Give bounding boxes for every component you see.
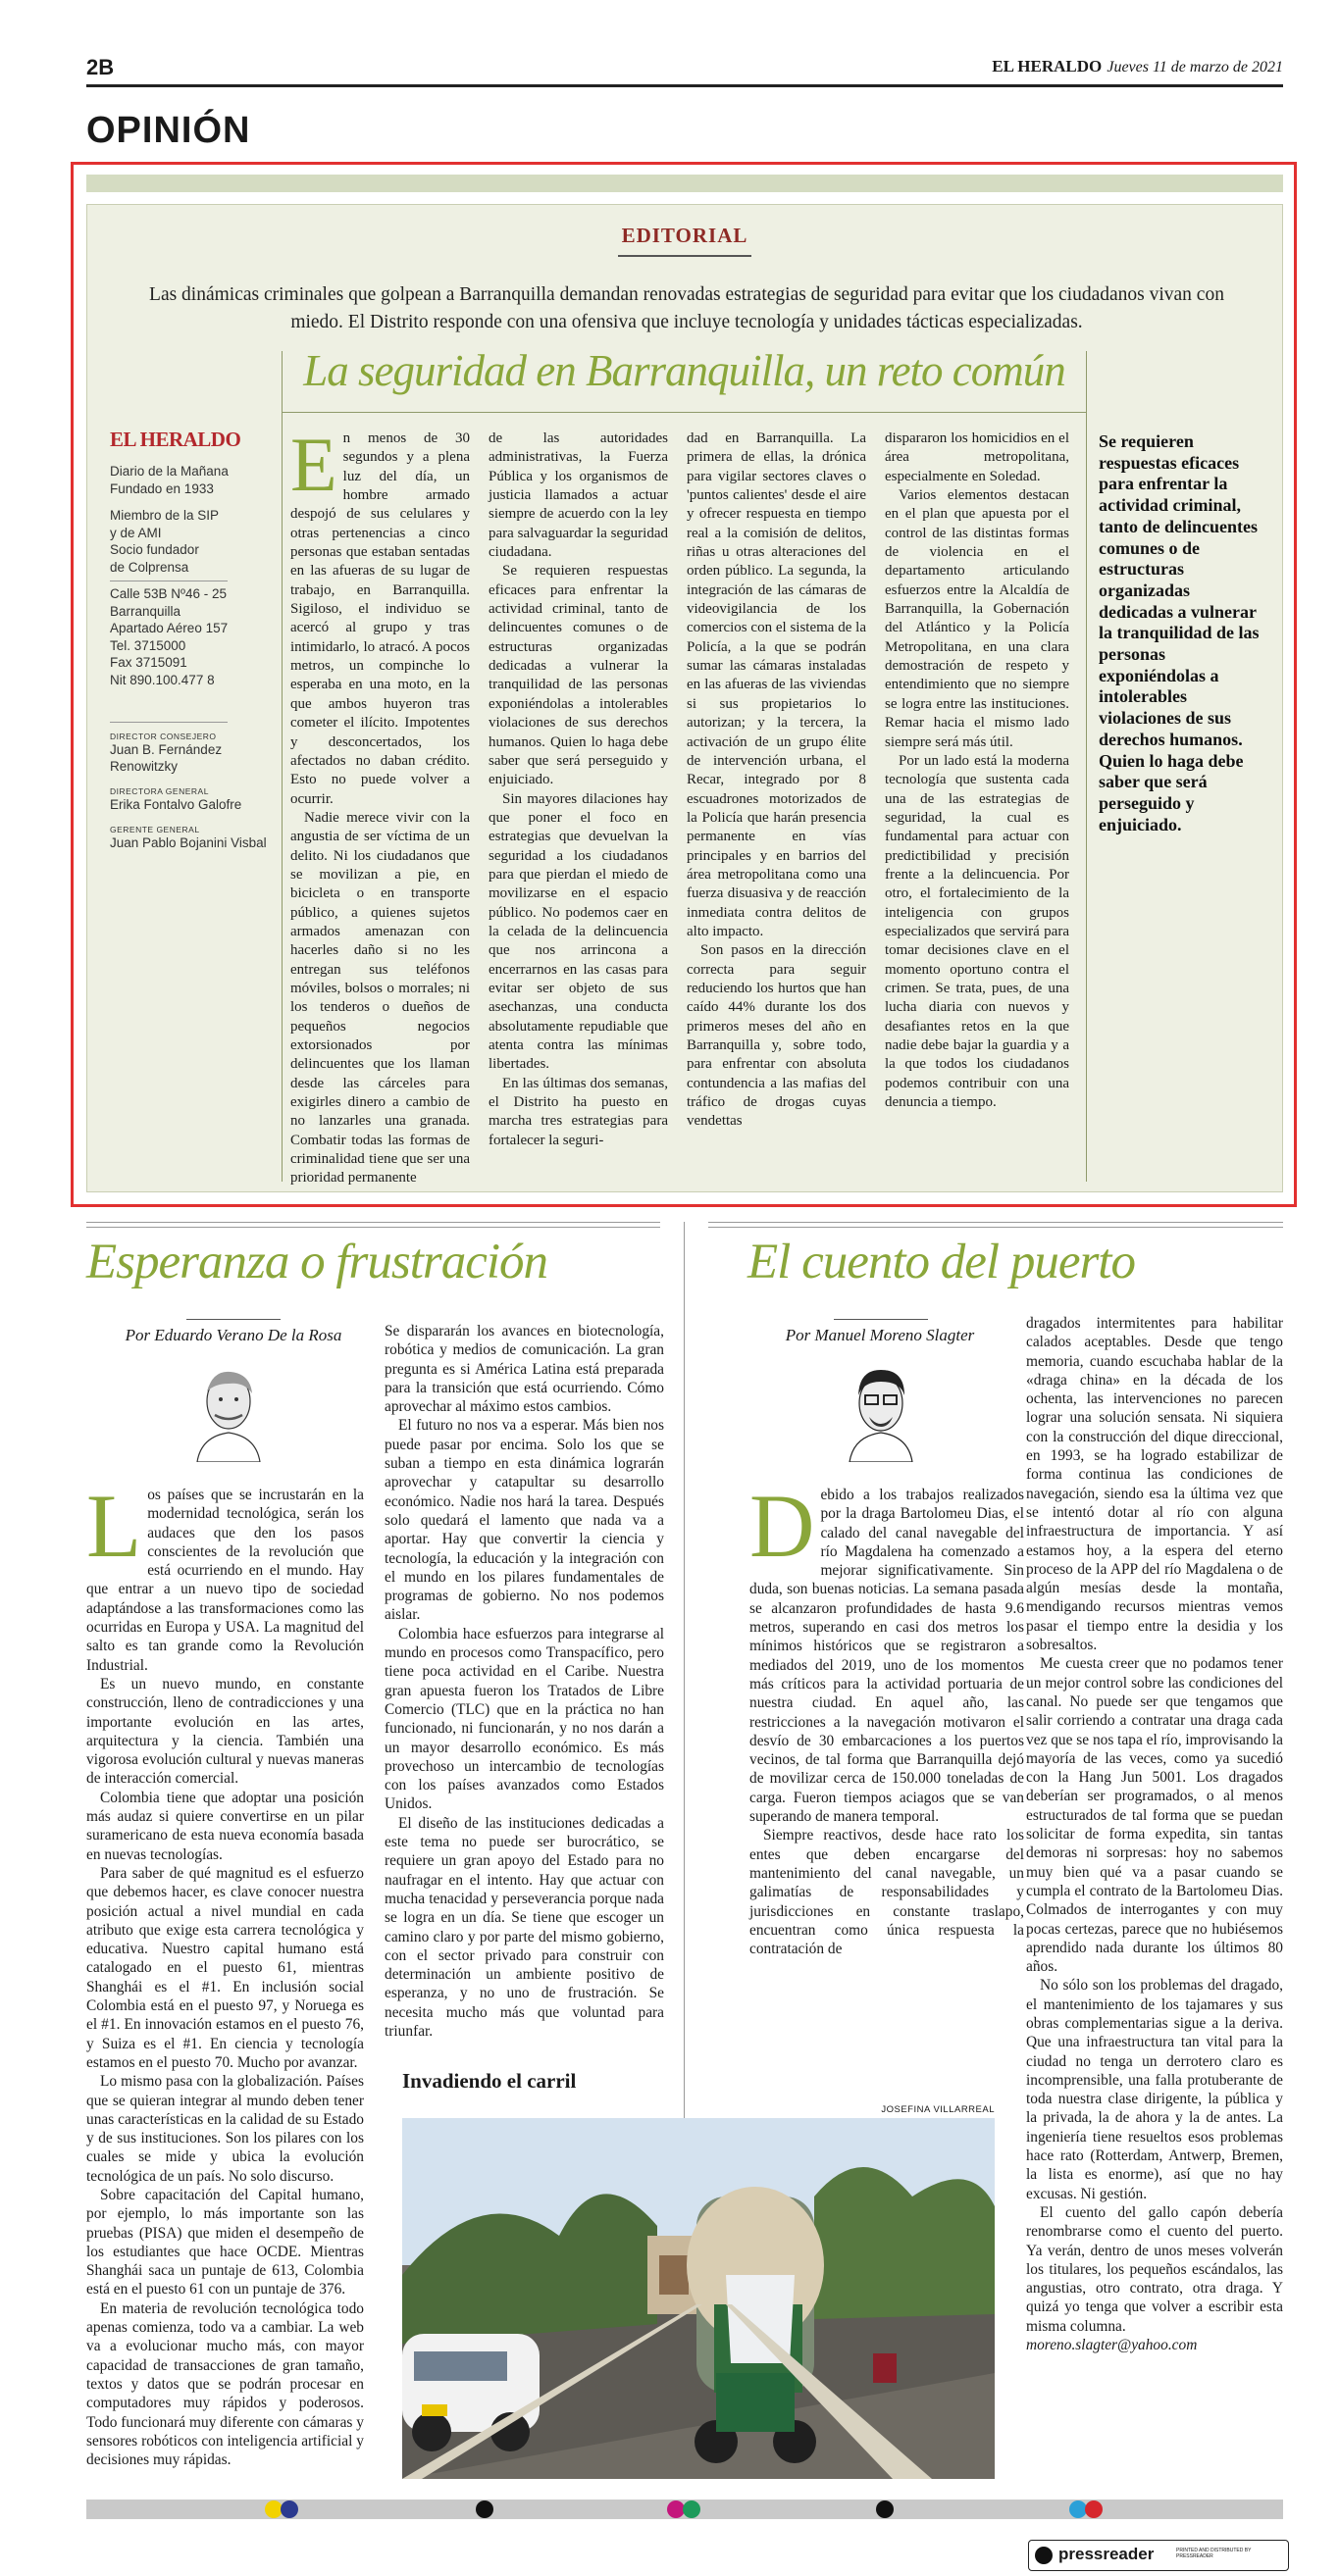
paragraph: En materia de revolución tecnológica todo apenas comienza, todo va a cambiar. La web va a evolucionar mucho más, con mayor capacidad de transacciones de gran tamaño, textos y datos que se podrán procesar en computadores muy rápidos y poderosos. Todo funcionará muy diferente con cámaras y sensores robóticos con inteligencia artificial y decisiones muy rápidas. — [86, 2299, 364, 2469]
color-swatch — [281, 2500, 298, 2518]
section-title: OPINIÓN — [86, 110, 251, 151]
street-photo — [402, 2118, 995, 2479]
editorial-kicker: EDITORIAL — [621, 224, 748, 247]
masthead-line: Fax 3715091 — [110, 655, 187, 670]
color-swatch — [1085, 2500, 1103, 2518]
masthead-line: Apartado Aéreo 157 — [110, 621, 229, 635]
headline-underline — [283, 412, 1086, 413]
paragraph: ebido a los trabajos realizados por la draga Bartolomeu Dias, el calado del canal navegable del río Magdalena ha comenzado a mejorar significativamente. Sin duda, son buenas noticias. La semana pasada se alcanzaron profundidades de hasta 9.6 metros, superando en casi dos metros los mínimos históricos que se registraron a mediados del 2019, uno de los momentos más críticos para la actividad portuaria de nuestra ciudad. En aquel año, las restricciones a la navegación motivaron el desvío de 30 embarcaciones a los puertos vecinos, de tal forma que Barranquilla dejó de movilizar cerca de 150.000 toneladas de carga. Fueron tiempos aciagos que se van superando de manera temporal. — [749, 1487, 1024, 1826]
masthead-logo: EL HERALDO — [110, 428, 241, 451]
right-article-column-a — [749, 1476, 1024, 1958]
masthead-info — [110, 463, 229, 688]
byline-rule — [834, 1319, 928, 1320]
pressreader-label: pressreader — [1058, 2545, 1155, 2563]
staff-name: Juan B. Fernández Renowitzky — [110, 742, 223, 774]
paragraph: dispararon los homicidios en el área metropolitana, especialmente en Soledad. — [885, 430, 1069, 484]
editorial-pullquote: Se requieren respuestas eficaces para enfrentar la actividad criminal, tanto de delincuentes comunes o de estructuras organizadas dedicadas a vulnerar la tranquilidad de las personas exponiéndolas a intolerables violaciones de sus derechos humanos. Quien lo haga debe saber que será perseguido y enjuiciado. — [1099, 431, 1260, 834]
left-byline: Por Eduardo Verano De la Rosa — [125, 1326, 342, 1344]
masthead-line: Fundado en 1933 — [110, 480, 214, 496]
paragraph: dragados intermitentes para habilitar calados aceptables. Desde que tengo memoria, cuando escuchaba hablar de la «draga china» en la década de los ochenta, las intervenciones no parecen lograr una solución sensata. Ni siquiera con la construcción del dique direccional, en 1993, se ha logrado estabilizar de forma continua las condiciones de navegación, siendo esa la última vez que se intentó dotar al río con alguna infraestructura de importancia. Y así estamos hoy, a la espera del eterno proceso de la APP del río Magdalena o de algún mesías desde la montaña, mendigando recursos mientras vemos pasar el tiempo entre la desidia y los sobresaltos. — [1026, 1315, 1283, 1654]
staff-name: Erika Fontalvo Galofre — [110, 797, 242, 812]
paragraph: Se requieren respuestas eficaces para enfrentar la actividad criminal, tanto de delincuentes comunes o de estructuras organizadas dedicadas a vulnerar la tranquilidad de las personas exponiéndolas a intolerables violaciones de sus derechos humanos. Quien lo haga debe saber que será perseguido y enjuiciado. — [489, 563, 668, 788]
paragraph: dad en Barranquilla. La primera de ellas, la drónica para vigilar sectores claves o 'puntos calientes' desde el aire y ofrecer respuesta en tiempo real a la comisión de delitos, riñas u otras alteraciones del orden público. La segunda, la integración de las cámaras de videovigilancia de los comercios con el sistema de la Policía, a la que se podrán sumar las cámaras instaladas en las afueras de las viviendas si sus propietarios lo autorizan; y la tercera, la activación de un grupo élite de intervención urbana, el Recar, integrado por 8 escuadrones motorizados de la Policía que harán presencia permanente en vías principales y en barrios del área metropolitana como una fuerza disuasiva y de reacción inmediata contra delitos de alto impacto. — [687, 430, 866, 939]
paragraph: Me cuesta creer que no podamos tener un mejor control sobre las condiciones del canal. No puede ser que tengamos que salir corriendo a contratar una draga cada vez que se nos tapa el río, improvisando la mayoría de las veces, como ya sucedió con la Hang Jun 5001. Los dragados deberían ser programados, o al menos estructurados de tal forma que se puedan solicitar de forma expedita, sin tantas demoras ni sorpresas: hoy no sabemos muy bien qué va a pasar cuando se cumpla el contrato de la Bartolomeu Dias. Colmados de interrogantes y con muy pocas certezas, parece que no hubiésemos aprendido nada durante los últimos 80 años. — [1026, 1655, 1283, 1976]
editorial-column-4 — [885, 429, 1069, 1112]
right-article-column-b — [1026, 1314, 1283, 2354]
left-article-column-a — [86, 1476, 364, 2469]
section-divider — [708, 1227, 1283, 1228]
author-portrait — [180, 1354, 278, 1462]
masthead-line: Nit 890.100.477 8 — [110, 672, 215, 687]
headline-rule-left — [282, 351, 283, 1182]
section-divider — [86, 1227, 660, 1228]
editorial-column-2 — [489, 429, 668, 1150]
masthead-line: Miembro de la SIP — [110, 508, 220, 523]
color-swatch — [476, 2500, 493, 2518]
editorial-column-1 — [290, 422, 470, 1188]
author-portrait-icon — [832, 1354, 930, 1462]
staff-role: DIRECTORA GENERAL — [110, 786, 209, 796]
paragraph: de las autoridades administrativas, la Fuerza Pública y los organismos de justicia llamados a actuar siempre de acuerdo con la ley para salvaguardar la seguridad ciudadana. — [489, 430, 668, 561]
masthead-line: Socio fundador — [110, 542, 199, 557]
left-dropcap: L — [86, 1476, 142, 1576]
color-swatch — [683, 2500, 700, 2518]
paragraph: Es un nuevo mundo, en constante construcción, lleno de contradicciones y una importante evolución en las artes, arquitectura y la ciencia. También una vigorosa evolución cultural y nuevas maneras de interacción comercial. — [86, 1675, 364, 1788]
masthead-line: de Colprensa — [110, 559, 189, 575]
author-email: moreno.slagter@yahoo.com — [1026, 2337, 1198, 2354]
paragraph: El diseño de las instituciones dedicadas a este tema no puede ser burocrático, se requiere un gran apoyo del Estado para no naufragar en el intento. Hay que actuar con mucha tenacidad y perseverancia porque nada se logra en un día. Se tiene que escoger un camino claro y por parte del mismo gobierno, con el sector privado para construir con determinación un ambiente positivo de esperanza, y no uno de frustración. Se necesita mucho más que voluntad para triunfar. — [385, 1814, 664, 2040]
section-divider — [86, 1222, 660, 1223]
pressreader-fine-print: PRINTED AND DISTRIBUTED BY PRESSREADER — [1176, 2548, 1252, 2559]
color-swatch — [876, 2500, 894, 2518]
paragraph: En las últimas dos semanas, el Distrito ha puesto en marcha tres estrategias para fortalecer la seguri- — [489, 1075, 668, 1148]
paragraph: Varios elementos destacan en el plan que apuesta por el control de las distintas formas de violencia en el departamento articulando esfuerzos entre la Alcaldía de Barranquilla, la Gobernación del Atlántico y la Policía Metropolitana, en una clara demostración de respeto y entendimiento que no siempre se logra entre las instituciones. Remar hacia el mismo lado siempre será más útil. — [885, 487, 1069, 750]
paragraph: No sólo son los problemas del dragado, el mantenimiento de los tajamares y sus obras complementarias sigue a la deriva. Que una infraestructura tan vital para la ciudad no tenga un derrotero claro es incomprensible, una falla protuberante de toda nuestra clase dirigente, la pública y la privada, la de ahora y la de antes. La ingeniería tiene resueltos esos problemas hace rato (Rotterdam, Antwerp, Bremen, la lista es enorme), así que no hay excusas. Ni gestión. — [1026, 1977, 1283, 2202]
author-portrait — [832, 1354, 930, 1462]
paragraph: Sobre capacitación del Capital humano, por ejemplo, lo más importante son las pruebas (PISA) que miden el desempeño de los estudiantes que hace OCDE. Mientras Shanghái saca un puntaje de 613, Colombia está en el puesto 61 con un puntaje de 376. — [86, 2186, 364, 2298]
masthead-line: Diario de la Mañana — [110, 464, 229, 479]
page-date: Jueves 11 de marzo de 2021 — [1107, 59, 1283, 76]
page-brand — [992, 57, 1283, 76]
left-article-column-b — [385, 1322, 664, 2041]
paragraph: n menos de 30 segundos y a plena luz del día, un hombre armado despojó de sus celulares y otras pertenencias a cinco personas que estaban sentadas en las afueras de su lugar de trabajo, en Barranquilla. Sigiloso, el individuo se acercó al grupo y tras intimidarlo, lo atracó. A pocos metros, un compinche lo esperaba en una moto, en la que ambos huyeron tras cometer el ilícito. Impotentes y desconcertados, los afectados no daban crédito. Esto no puede volver a ocurrir. — [290, 430, 470, 807]
editorial-column-3 — [687, 429, 866, 1132]
byline-rule — [186, 1319, 281, 1320]
section-divider — [708, 1222, 1283, 1223]
masthead-staff — [110, 732, 267, 851]
masthead-rule — [110, 722, 228, 723]
masthead-line: Barranquilla — [110, 603, 181, 619]
editorial-top-band — [86, 175, 1283, 192]
pressreader-icon — [1035, 2547, 1053, 2564]
right-byline: Por Manuel Moreno Slagter — [785, 1326, 975, 1344]
photo-title: Invadiendo el carril — [402, 2069, 577, 2093]
right-dropcap: D — [749, 1476, 815, 1576]
paragraph: Nadie merece vivir con la angustia de ser víctima de un delito. Ni los ciudadanos que se movilizan a pie, en bicicleta o en transporte público, a quienes sujetos armados amenazan con hacerles daño si no les entregan sus teléfonos móviles, bolsos o morrales; ni los tenderos o dueños de pequeños negocios extorsionados por delincuentes que los llaman desde las cárceles para exigirles dinero a cambio de no lanzarles una granada. Combatir todas las formas de criminalidad tiene que ser una prioridad permanente — [290, 809, 470, 1187]
editorial-headline: La seguridad en Barranquilla, un reto común — [303, 346, 1065, 395]
page-number: 2B — [86, 55, 115, 79]
editorial-summary: Las dinámicas criminales que golpean a Barranquilla demandan renovadas estrategias de seguridad para evitar que los ciudadanos vivan con miedo. El Distrito responde con una ofensiva que incluye tecnología y unidades tácticas especializadas. — [149, 284, 1224, 332]
paragraph: El futuro no nos va a esperar. Más bien nos puede pasar por encima. Solo los que se suban a tiempo en esta dinámica lograrán aprovechar y catapultar su desarrollo económico. Nadie nos hará la tarea. Después solo quedará el lamento que nada va a aportar. Hay que convertir la ciencia y tecnología, la educación y la integración con el mundo en los pilares fundamentales de programas de gobierno. No nos podemos aislar. — [385, 1417, 664, 1624]
paragraph: El cuento del gallo capón debería renombrarse como el cuento del puerto. Ya verán, dentro de unos meses volverán los titulares, los pequeños escándalos, las angustias, otro contrato, otra draga. Y quizá yo tenga que volver a escribir esta misma columna. — [1026, 2203, 1283, 2335]
paragraph: Lo mismo pasa con la globalización. Países que se quieran integrar al mundo deben tener unas características en la calidad de su Estado y de sus instituciones. Son los pilares con los cuales se mide y ubica la evolución tecnológica de un país. No solo discurso. — [86, 2073, 364, 2185]
editorial-dropcap: E — [290, 422, 337, 507]
brand-name: EL HERALDO — [992, 57, 1103, 76]
paragraph: Se dispararán los avances en biotecnología, robótica y medios de comunicación. La gran pregunta es si América Latina está preparada para la transición que está ocurriendo. Cómo aprovechar al máximo estos cambios. — [385, 1323, 664, 1416]
header-rule — [86, 84, 1283, 87]
paragraph: Colombia tiene que adoptar una posición más audaz si quiere convertirse en un pilar suramericano de esta nueva economía basada en nuevas tecnologías. — [86, 1789, 364, 1863]
author-portrait-icon — [180, 1354, 278, 1462]
pressreader-badge — [1028, 2540, 1289, 2571]
paragraph: Colombia hace esfuerzos para integrarse al mundo en procesos como Transpacífico, pero tiene poca actividad en el Caribe. Nuestra gran apuesta fueron los Tratados de Libre Comercio (TLC) que en la práctica no han funcionado, ni funcionarán, y no nos darán a un mayor desarrollo económico. Es más provechoso un intercambio de tecnologías con los países avanzados como Estados Unidos. — [385, 1625, 664, 1813]
right-headline: El cuento del puerto — [747, 1235, 1135, 1289]
paragraph: Por un lado está la moderna tecnología que sustenta cada una de las estrategias de seguridad, la cual es fundamental para actuar con predictibilidad y precisión frente a la delincuencia. Por otro, el fortalecimiento de la inteligencia con grupos especializados que servirá para tomar decisiones clave en el momento oportuno contra el crimen. Se trata, pues, de una lucha diaria con nuevos y desafiantes retos en la que nadie debe bajar la guardia y a la que todos los ciudadanos podemos contribuir con una denuncia a tiempo. — [885, 752, 1069, 1111]
paragraph: Para saber de qué magnitud es el esfuerzo que debemos hacer, es clave conocer nuestra posición actual a nivel mundial en cada atributo que exige esta carrera tecnológica y educativa. Nuestro capital humano está catalogado en el puesto 61, mientras Shanghái es el #1. En inclusión social Colombia está en el puesto 97, y Noruega es el #1. En innovación estamos en el puesto 76, y Suiza es el #1. En ciencia y tecnología estamos en el puesto 70. Mucho por avanzar. — [86, 1864, 364, 2071]
staff-name: Juan Pablo Bojanini Visbal — [110, 835, 267, 850]
street-photo-image — [402, 2118, 995, 2479]
photo-credit: JOSEFINA VILLARREAL — [881, 2104, 995, 2115]
kicker-rule — [618, 255, 751, 257]
paragraph: Sin mayores dilaciones hay que poner el foco en estrategias que devuelvan la seguridad a los ciudadanos para que pierdan el miedo de movilizarse en el espacio público. No podemos caer en la celada de la delincuencia que nos arrincona a encerrarnos en las casas para evitar ser objeto de sus asechanzas, una conducta absolutamente repudiable que atenta contra las mínimas libertades. — [489, 790, 668, 1073]
masthead-line: Tel. 3715000 — [110, 637, 186, 653]
left-headline: Esperanza o frustración — [86, 1235, 548, 1289]
staff-role: GERENTE GENERAL — [110, 825, 200, 834]
paragraph: Siempre reactivos, desde hace rato los entes que deben encargarse del mantenimiento del canal navegable, un galimatías de responsabilidades y jurisdicciones en constante traslapo, encuentran como única respuesta la contratación de — [749, 1827, 1024, 1958]
staff-role: DIRECTOR CONSEJERO — [110, 732, 217, 741]
masthead-line: y de AMI — [110, 525, 162, 540]
headline-rule-right — [1086, 351, 1087, 1182]
paragraph: os países que se incrustarán en la modernidad tecnológica, serán los audaces que den los pasos conscientes de la revolución que está ocurriendo en el mundo. Hay que entrar a un nuevo tipo de sociedad adaptándose a las transformaciones como las ocurridas en Europa y USA. La magnitud del salto es tan grande como la Revolución Industrial. — [86, 1487, 364, 1674]
paragraph: Son pasos en la dirección correcta para seguir reduciendo los hurtos que han caído 44% durante los dos primeros meses del año en Barranquilla y, sobre todo, para enfrentar con absoluta contundencia a las mafias del tráfico de drogas cuyas vendettas — [687, 942, 866, 1130]
masthead-line: Calle 53B Nº46 - 25 — [110, 586, 227, 601]
